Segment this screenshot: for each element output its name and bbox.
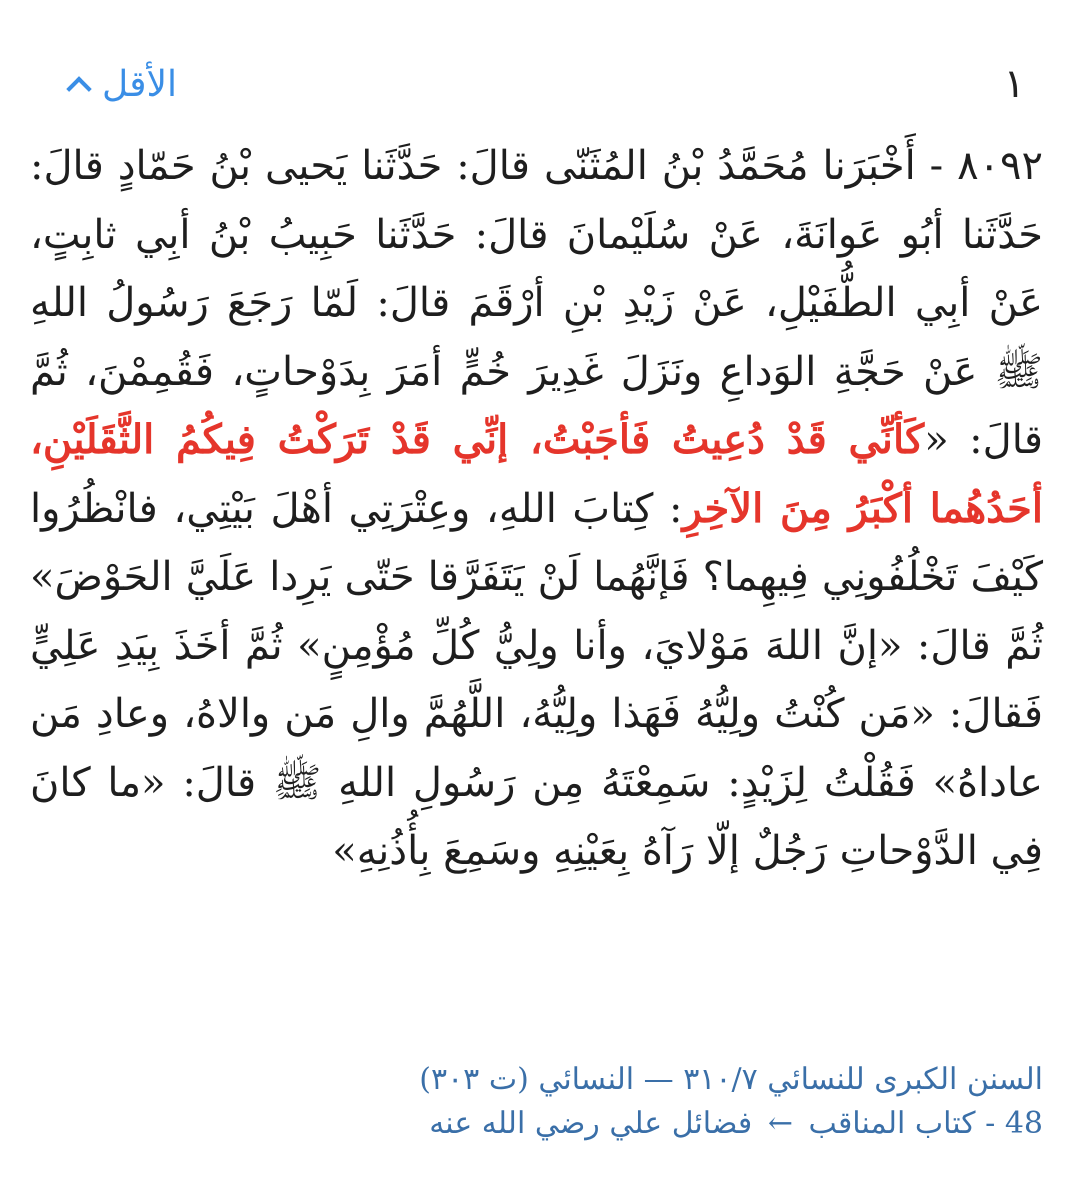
chevron-up-icon [66, 76, 91, 101]
hadith-segment-highlight: كَأنِّي قَدْ دُعِيتُ فَأجَبْتُ، إنِّي قَدْ تَرَكْتُ فِيكُمُ الثَّقَلَيْنِ، أحَدُهُما أكْبَرُ مِنَ الآخِرِ [30, 416, 1043, 532]
source-reference [30, 1058, 1043, 1146]
chapter-title[interactable]: كتاب المناقب [808, 1106, 976, 1141]
page-number: ١ [1003, 61, 1025, 107]
hadith-segment-intro: ٨٠٩٢ - أَخْبَرَنا مُحَمَّدُ بْنُ المُثَنّى قالَ: حَدَّثَنا يَحيى بْنُ حَمّادٍ قالَ: حَدَّثَنا أبُو عَوانَةَ، عَنْ سُلَيْمانَ قالَ: حَدَّثَنا حَبِيبُ بْنُ أبِي ثابِتٍ، عَنْ أبِي الطُّفَيْلِ، عَنْ زَيْدِ بْنِ أرْقَمَ قالَ: لَمّا رَجَعَ رَسُولُ اللهِ ﷺ عَنْ حَجَّةِ الوَداعِ ونَزَلَ غَدِيرَ خُمٍّ أمَرَ بِدَوْحاتٍ، فَقُمِمْنَ، ثُمَّ قالَ: « [30, 143, 1044, 463]
arrow-left-icon: ← [767, 1106, 793, 1141]
hadith-segment-rest: : كِتابَ اللهِ، وعِتْرَتِي أهْلَ بَيْتِي، فانْظُرُوا كَيْفَ تَخْلُفُونِي فِيهِما؟ فَإنَّهُما لَنْ يَتَفَرَّقا حَتّى يَرِدا عَلَيَّ الحَوْضَ» ثُمَّ قالَ: «إنَّ اللهَ مَوْلايَ، وأنا ولِيُّ كُلِّ مُؤْمِنٍ» ثُمَّ أخَذَ بِيَدِ عَلِيٍّ فَقالَ: «مَن كُنْتُ ولِيُّهُ فَهَذا ولِيُّهُ، اللَّهُمَّ والِ مَن والاهُ، وعادِ مَن عاداهُ» فَقُلْتُ لِزَيْدٍ: سَمِعْتَهُ مِن رَسُولِ اللهِ ﷺ قالَ: «ما كانَ فِي الدَّوْحاتِ رَجُلٌ إلّا رَآهُ بِعَيْنِهِ وسَمِعَ بِأُذُنِهِ» [30, 485, 1043, 874]
chapter-separator: - [975, 1106, 996, 1141]
header-bar [70, 58, 1025, 110]
source-chapter-line [30, 1102, 1043, 1146]
collapse-button[interactable] [70, 64, 177, 105]
chapter-number[interactable]: 48 [1004, 1106, 1043, 1141]
section-title[interactable]: فضائل علي رضي الله عنه [429, 1106, 753, 1141]
hadith-text [30, 132, 1043, 886]
source-book-line[interactable]: السنن الكبرى للنسائي ٣١٠/٧ — النسائي (ت ٣٠٣) [419, 1062, 1043, 1097]
collapse-label: الأقل [102, 63, 178, 105]
